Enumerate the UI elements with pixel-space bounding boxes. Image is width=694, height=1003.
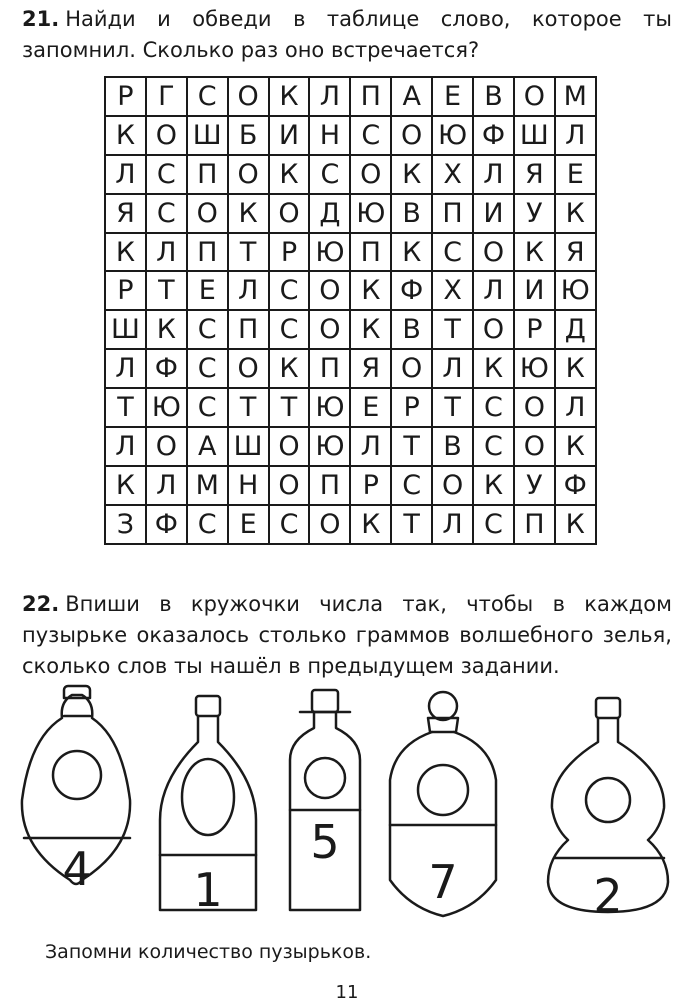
grid-cell[interactable]: Е xyxy=(350,388,391,427)
grid-cell[interactable]: Ю xyxy=(146,388,187,427)
grid-cell[interactable]: Р xyxy=(105,271,146,310)
task-21 xyxy=(22,4,672,66)
grid-row xyxy=(105,310,596,349)
grid-cell[interactable]: Ф xyxy=(146,505,187,544)
bottle-3-value: 5 xyxy=(310,815,340,869)
grid-cell[interactable]: М xyxy=(187,466,228,505)
grid-cell[interactable]: Н xyxy=(309,116,350,155)
grid-cell[interactable]: С xyxy=(146,194,187,233)
task-22-text: Впиши в кружочки числа так, чтобы в каждом пузырьке оказалось столько граммов волшебного зелья, сколько слов ты нашёл в предыдущем задании. xyxy=(22,592,672,678)
grid-cell[interactable]: В xyxy=(391,194,432,233)
word-search-grid xyxy=(104,76,597,545)
task-22 xyxy=(22,589,672,682)
grid-cell[interactable]: С xyxy=(187,349,228,388)
bottle-1-answer-circle[interactable] xyxy=(53,751,101,799)
grid-cell[interactable]: Т xyxy=(269,388,310,427)
grid-cell[interactable]: Л xyxy=(105,349,146,388)
grid-cell[interactable]: О xyxy=(146,116,187,155)
grid-cell[interactable]: К xyxy=(555,427,596,466)
page-number: 11 xyxy=(335,982,359,1003)
grid-cell[interactable]: Я xyxy=(350,349,391,388)
grid-cell[interactable]: П xyxy=(228,310,269,349)
grid-row xyxy=(105,466,596,505)
grid-row xyxy=(105,349,596,388)
grid-cell[interactable]: Ш xyxy=(228,427,269,466)
potion-bottles xyxy=(0,680,694,930)
grid-cell[interactable]: Р xyxy=(391,388,432,427)
grid-cell[interactable]: С xyxy=(269,505,310,544)
grid-cell[interactable]: С xyxy=(187,77,228,116)
grid-cell[interactable]: Ф xyxy=(146,349,187,388)
grid-cell[interactable]: М xyxy=(555,77,596,116)
grid-cell[interactable]: П xyxy=(309,466,350,505)
bottle-slim xyxy=(290,690,360,910)
grid-cell[interactable]: О xyxy=(228,77,269,116)
grid-cell[interactable]: С xyxy=(350,116,391,155)
bottle-shield xyxy=(390,692,496,916)
grid-cell[interactable]: О xyxy=(391,349,432,388)
grid-cell[interactable]: О xyxy=(309,505,350,544)
grid-cell[interactable]: К xyxy=(473,349,514,388)
grid-cell[interactable]: О xyxy=(514,427,555,466)
grid-cell[interactable]: С xyxy=(187,388,228,427)
grid-cell[interactable]: Л xyxy=(146,466,187,505)
grid-cell[interactable]: С xyxy=(473,505,514,544)
bottle-5-value: 2 xyxy=(593,869,623,923)
grid-cell[interactable]: Л xyxy=(555,116,596,155)
grid-cell[interactable]: К xyxy=(269,349,310,388)
grid-cell[interactable]: Т xyxy=(228,233,269,272)
grid-cell[interactable]: С xyxy=(309,155,350,194)
bottle-2-answer-circle[interactable] xyxy=(182,759,234,835)
bottle-3-answer-circle[interactable] xyxy=(305,758,345,798)
grid-cell[interactable]: К xyxy=(146,310,187,349)
grid-cell[interactable]: Г xyxy=(146,77,187,116)
grid-cell[interactable]: О xyxy=(269,194,310,233)
footer-instruction: Запомни количество пузырьков. xyxy=(45,941,372,963)
grid-cell[interactable]: Л xyxy=(309,77,350,116)
grid-cell[interactable]: П xyxy=(350,77,391,116)
grid-cell[interactable]: Т xyxy=(432,388,473,427)
grid-cell[interactable]: К xyxy=(555,349,596,388)
grid-cell[interactable]: В xyxy=(473,77,514,116)
grid-cell[interactable]: А xyxy=(391,77,432,116)
grid-cell[interactable]: Я xyxy=(555,233,596,272)
grid-cell[interactable]: И xyxy=(269,116,310,155)
grid-cell[interactable]: Е xyxy=(555,155,596,194)
grid-cell[interactable]: Х xyxy=(432,271,473,310)
grid-cell[interactable]: О xyxy=(391,116,432,155)
grid-cell[interactable]: О xyxy=(228,349,269,388)
grid-cell[interactable]: К xyxy=(228,194,269,233)
grid-cell[interactable]: Р xyxy=(350,466,391,505)
grid-cell[interactable]: О xyxy=(146,427,187,466)
grid-cell[interactable]: Р xyxy=(105,77,146,116)
grid-cell[interactable]: П xyxy=(309,349,350,388)
bottle-teardrop xyxy=(22,686,130,896)
grid-cell[interactable]: Е xyxy=(187,271,228,310)
grid-cell[interactable]: З xyxy=(105,505,146,544)
grid-cell[interactable]: К xyxy=(391,155,432,194)
grid-cell[interactable]: Ш xyxy=(187,116,228,155)
grid-cell[interactable]: А xyxy=(187,427,228,466)
grid-cell[interactable]: С xyxy=(473,388,514,427)
grid-cell[interactable]: Д xyxy=(309,194,350,233)
grid-cell[interactable]: К xyxy=(105,116,146,155)
grid-cell[interactable]: Ю xyxy=(432,116,473,155)
grid-cell[interactable]: Л xyxy=(105,427,146,466)
grid-cell[interactable]: С xyxy=(391,466,432,505)
grid-cell[interactable]: Л xyxy=(432,505,473,544)
grid-cell[interactable]: О xyxy=(269,466,310,505)
grid-cell[interactable]: К xyxy=(514,233,555,272)
task-21-number: 21. xyxy=(22,7,60,31)
grid-cell[interactable]: С xyxy=(473,427,514,466)
grid-cell[interactable]: Л xyxy=(473,271,514,310)
bottle-guitar xyxy=(548,698,668,923)
grid-cell[interactable]: Ф xyxy=(555,466,596,505)
bottle-4-answer-circle[interactable] xyxy=(418,765,468,815)
grid-cell[interactable]: О xyxy=(473,233,514,272)
grid-cell[interactable]: Л xyxy=(432,349,473,388)
bottle-5-answer-circle[interactable] xyxy=(586,778,630,822)
grid-cell[interactable]: У xyxy=(514,194,555,233)
grid-cell[interactable]: Н xyxy=(228,466,269,505)
grid-cell[interactable]: Ф xyxy=(473,116,514,155)
grid-row xyxy=(105,77,596,116)
grid-cell[interactable]: Ш xyxy=(105,310,146,349)
grid-cell[interactable]: И xyxy=(514,271,555,310)
grid-cell[interactable]: О xyxy=(514,77,555,116)
grid-cell[interactable]: Ю xyxy=(309,388,350,427)
grid-cell[interactable]: Е xyxy=(228,505,269,544)
grid-cell[interactable]: О xyxy=(473,310,514,349)
grid-cell[interactable]: С xyxy=(146,155,187,194)
grid-cell[interactable]: Ю xyxy=(514,349,555,388)
task-22-number: 22. xyxy=(22,592,60,616)
grid-cell[interactable]: К xyxy=(350,310,391,349)
grid-cell[interactable]: Т xyxy=(105,388,146,427)
grid-cell[interactable]: П xyxy=(187,155,228,194)
grid-row xyxy=(105,116,596,155)
grid-cell[interactable]: К xyxy=(350,271,391,310)
grid-cell[interactable]: Я xyxy=(105,194,146,233)
bottle-wine xyxy=(160,696,256,917)
grid-cell[interactable]: Е xyxy=(432,77,473,116)
grid-cell[interactable]: К xyxy=(350,505,391,544)
grid-cell[interactable]: Б xyxy=(228,116,269,155)
grid-row xyxy=(105,155,596,194)
grid-cell[interactable]: Р xyxy=(269,233,310,272)
grid-cell[interactable]: П xyxy=(350,233,391,272)
grid-cell[interactable]: С xyxy=(269,271,310,310)
grid-cell[interactable]: Д xyxy=(555,310,596,349)
grid-cell[interactable]: Ю xyxy=(309,233,350,272)
grid-cell[interactable]: К xyxy=(105,466,146,505)
grid-cell[interactable]: К xyxy=(555,194,596,233)
grid-cell[interactable]: С xyxy=(432,233,473,272)
grid-cell[interactable]: В xyxy=(432,427,473,466)
grid-cell[interactable]: Л xyxy=(473,155,514,194)
grid-cell[interactable]: О xyxy=(228,155,269,194)
grid-cell[interactable]: Ф xyxy=(391,271,432,310)
grid-cell[interactable]: Ю xyxy=(309,427,350,466)
grid-cell[interactable]: И xyxy=(473,194,514,233)
grid-cell[interactable]: К xyxy=(269,77,310,116)
grid-cell[interactable]: Л xyxy=(555,388,596,427)
bottle-1-value: 4 xyxy=(62,842,92,896)
grid-cell[interactable]: Л xyxy=(350,427,391,466)
grid-cell[interactable]: К xyxy=(105,233,146,272)
grid-cell[interactable]: О xyxy=(309,271,350,310)
grid-cell[interactable]: О xyxy=(350,155,391,194)
grid-cell[interactable]: П xyxy=(187,233,228,272)
grid-cell[interactable]: С xyxy=(187,505,228,544)
grid-cell[interactable]: О xyxy=(309,310,350,349)
grid-row xyxy=(105,427,596,466)
grid-row xyxy=(105,505,596,544)
grid-cell[interactable]: Л xyxy=(228,271,269,310)
grid-cell[interactable]: Р xyxy=(514,310,555,349)
grid-cell[interactable]: К xyxy=(555,505,596,544)
bottle-4-value: 7 xyxy=(428,855,458,909)
grid-cell[interactable]: Ю xyxy=(555,271,596,310)
grid-cell[interactable]: О xyxy=(432,466,473,505)
grid-cell[interactable]: Х xyxy=(432,155,473,194)
grid-row xyxy=(105,233,596,272)
grid-cell[interactable]: П xyxy=(514,505,555,544)
grid-cell[interactable]: Т xyxy=(391,505,432,544)
grid-cell[interactable]: Т xyxy=(432,310,473,349)
grid-cell[interactable]: У xyxy=(514,466,555,505)
grid-cell[interactable]: О xyxy=(514,388,555,427)
grid-cell[interactable]: Я xyxy=(514,155,555,194)
grid-cell[interactable]: В xyxy=(391,310,432,349)
grid-cell[interactable]: С xyxy=(269,310,310,349)
grid-cell[interactable]: К xyxy=(269,155,310,194)
grid-cell[interactable]: О xyxy=(269,427,310,466)
grid-cell[interactable]: Ю xyxy=(350,194,391,233)
grid-cell[interactable]: П xyxy=(432,194,473,233)
grid-cell[interactable]: Т xyxy=(146,271,187,310)
grid-cell[interactable]: О xyxy=(187,194,228,233)
bottle-2-value: 1 xyxy=(193,863,223,917)
grid-row xyxy=(105,271,596,310)
task-21-text: Найди и обведи в таблице слово, которое ты запомнил. Сколько раз оно встречается? xyxy=(22,7,672,62)
grid-cell[interactable]: К xyxy=(391,233,432,272)
grid-row xyxy=(105,388,596,427)
grid-cell[interactable]: Т xyxy=(391,427,432,466)
grid-cell[interactable]: Т xyxy=(228,388,269,427)
grid-cell[interactable]: Ш xyxy=(514,116,555,155)
grid-cell[interactable]: К xyxy=(473,466,514,505)
grid-cell[interactable]: С xyxy=(187,310,228,349)
grid-cell[interactable]: Л xyxy=(146,233,187,272)
grid-cell[interactable]: Л xyxy=(105,155,146,194)
grid-row xyxy=(105,194,596,233)
